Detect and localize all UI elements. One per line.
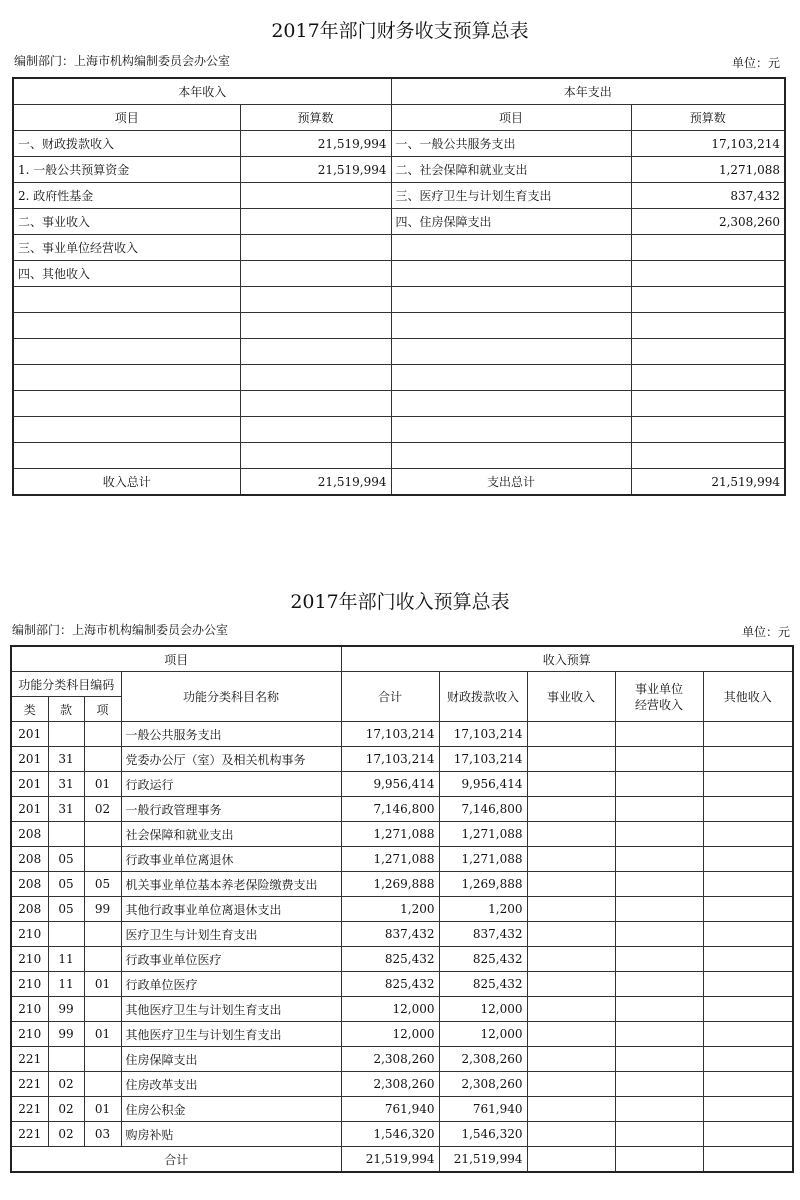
income-header: 本年收入 <box>13 78 391 105</box>
income-amount-cell <box>240 287 391 313</box>
business-amount-cell <box>527 1122 615 1147</box>
table-row <box>11 1097 793 1122</box>
expense-amount-cell <box>631 391 785 417</box>
total-row <box>13 469 785 496</box>
table-row <box>11 772 793 797</box>
table-row <box>13 261 785 287</box>
expense-item-cell <box>391 365 631 391</box>
code-xiang-cell <box>84 1047 121 1072</box>
fiscal-header: 财政拨款收入 <box>439 672 527 722</box>
table-header-row <box>11 646 793 672</box>
code-header: 功能分类科目编码 <box>11 672 121 697</box>
income-item-cell: 一、财政拨款收入 <box>13 131 240 157</box>
code-kuan-cell: 99 <box>48 997 84 1022</box>
subject-name-cell: 其他医疗卫生与计划生育支出 <box>121 997 341 1022</box>
subject-name-cell: 行政事业单位医疗 <box>121 947 341 972</box>
income-amount-cell <box>240 339 391 365</box>
total-amount-cell: 825,432 <box>341 972 439 997</box>
code-xiang-cell <box>84 847 121 872</box>
other-amount-cell <box>703 872 793 897</box>
code-lei-cell: 210 <box>11 947 48 972</box>
table-row <box>13 157 785 183</box>
total-amount-cell: 12,000 <box>341 997 439 1022</box>
unit-label-2: 单位：元 <box>741 625 790 639</box>
expense-item-cell <box>391 443 631 469</box>
expense-amount-cell <box>631 287 785 313</box>
total-amount-cell: 837,432 <box>341 922 439 947</box>
total-amount-cell: 12,000 <box>341 1022 439 1047</box>
expense-amount-cell: 17,103,214 <box>631 131 785 157</box>
income-amount-cell: 21,519,994 <box>240 131 391 157</box>
table-row <box>11 822 793 847</box>
fiscal-amount-cell: 7,146,800 <box>439 797 527 822</box>
business-amount-cell <box>527 922 615 947</box>
table-row <box>11 1047 793 1072</box>
table-row <box>11 997 793 1022</box>
sum-total-value: 21,519,994 <box>341 1147 439 1173</box>
expense-item-cell <box>391 391 631 417</box>
operating-amount-cell <box>615 922 703 947</box>
expense-amount-cell <box>631 235 785 261</box>
income-amount-cell <box>240 235 391 261</box>
business-amount-cell <box>527 747 615 772</box>
code-xiang-cell <box>84 1072 121 1097</box>
code-lei-cell: 221 <box>11 1072 48 1097</box>
operating-amount-cell <box>615 772 703 797</box>
table-row <box>13 417 785 443</box>
total-amount-cell: 17,103,214 <box>341 747 439 772</box>
income-item-cell: 2. 政府性基金 <box>13 183 240 209</box>
income-item-cell <box>13 443 240 469</box>
expense-item-cell <box>391 313 631 339</box>
fiscal-amount-cell: 12,000 <box>439 997 527 1022</box>
expense-item-cell <box>391 339 631 365</box>
subject-name-cell: 行政事业单位离退休 <box>121 847 341 872</box>
code-xiang-cell: 05 <box>84 872 121 897</box>
other-amount-cell <box>703 847 793 872</box>
expense-amount-cell <box>631 261 785 287</box>
page-title-1: 2017年部门财务收支预算总表 <box>271 20 529 42</box>
expense-amount-cell: 1,271,088 <box>631 157 785 183</box>
code-kuan-cell: 05 <box>48 872 84 897</box>
sum-operating-value <box>615 1147 703 1173</box>
business-amount-cell <box>527 1072 615 1097</box>
code-xiang-cell <box>84 947 121 972</box>
table-row <box>11 1022 793 1047</box>
fiscal-amount-cell: 837,432 <box>439 922 527 947</box>
table-row <box>13 183 785 209</box>
income-budget-header: 收入预算 <box>341 646 793 672</box>
income-item-cell: 1. 一般公共预算资金 <box>13 157 240 183</box>
code-kuan-cell: 31 <box>48 747 84 772</box>
subject-name-cell: 行政运行 <box>121 772 341 797</box>
total-amount-cell: 1,200 <box>341 897 439 922</box>
business-amount-cell <box>527 847 615 872</box>
fiscal-amount-cell: 12,000 <box>439 1022 527 1047</box>
fiscal-amount-cell: 1,546,320 <box>439 1122 527 1147</box>
code-xiang-cell: 03 <box>84 1122 121 1147</box>
expense-item-cell <box>391 287 631 313</box>
other-amount-cell <box>703 1122 793 1147</box>
expense-amount-cell: 837,432 <box>631 183 785 209</box>
code-lei-cell: 210 <box>11 972 48 997</box>
other-amount-cell <box>703 997 793 1022</box>
expense-amount-cell <box>631 365 785 391</box>
subject-name-cell: 党委办公厅（室）及相关机构事务 <box>121 747 341 772</box>
income-amount-cell <box>240 365 391 391</box>
table-header-row <box>13 78 785 105</box>
expense-amount-cell <box>631 313 785 339</box>
expense-amount-cell <box>631 443 785 469</box>
business-amount-cell <box>527 1022 615 1047</box>
business-amount-cell <box>527 872 615 897</box>
code-lei-cell: 201 <box>11 722 48 747</box>
business-amount-cell <box>527 822 615 847</box>
other-amount-cell <box>703 1022 793 1047</box>
income-item-header: 项目 <box>13 105 240 131</box>
income-amount-cell <box>240 443 391 469</box>
unit-label-1: 单位：元 <box>731 56 780 70</box>
page-title-2: 2017年部门收入预算总表 <box>290 591 510 613</box>
table-row <box>11 797 793 822</box>
business-amount-cell <box>527 772 615 797</box>
business-amount-cell <box>527 1097 615 1122</box>
code-lei-cell: 210 <box>11 922 48 947</box>
code-lei-cell: 201 <box>11 772 48 797</box>
business-amount-cell <box>527 722 615 747</box>
expense-item-cell: 二、社会保障和就业支出 <box>391 157 631 183</box>
code-xiang-cell: 01 <box>84 772 121 797</box>
business-amount-cell <box>527 797 615 822</box>
income-amount-cell <box>240 391 391 417</box>
income-item-cell <box>13 339 240 365</box>
code-kuan-cell: 99 <box>48 1022 84 1047</box>
code-lei-cell: 221 <box>11 1097 48 1122</box>
code-lei-cell: 208 <box>11 822 48 847</box>
fiscal-amount-cell: 1,269,888 <box>439 872 527 897</box>
other-amount-cell <box>703 822 793 847</box>
subject-name-cell: 购房补贴 <box>121 1122 341 1147</box>
income-total-value: 21,519,994 <box>240 469 391 496</box>
subject-name-cell: 其他行政事业单位离退休支出 <box>121 897 341 922</box>
total-amount-cell: 2,308,260 <box>341 1072 439 1097</box>
business-amount-cell <box>527 947 615 972</box>
income-budget-header: 预算数 <box>240 105 391 131</box>
total-amount-cell: 9,956,414 <box>341 772 439 797</box>
code-kuan-cell: 05 <box>48 847 84 872</box>
income-amount-cell: 21,519,994 <box>240 157 391 183</box>
fiscal-amount-cell: 1,271,088 <box>439 822 527 847</box>
code-lei-cell: 208 <box>11 897 48 922</box>
table-row <box>11 847 793 872</box>
code-xiang-cell: 01 <box>84 1022 121 1047</box>
other-amount-cell <box>703 722 793 747</box>
code-kuan-cell: 02 <box>48 1097 84 1122</box>
expense-amount-cell <box>631 339 785 365</box>
code-xiang-cell: 99 <box>84 897 121 922</box>
subject-name-cell: 住房公积金 <box>121 1097 341 1122</box>
other-amount-cell <box>703 747 793 772</box>
subject-name-cell: 住房保障支出 <box>121 1047 341 1072</box>
operating-amount-cell <box>615 722 703 747</box>
income-item-cell <box>13 417 240 443</box>
other-amount-cell <box>703 947 793 972</box>
code-xiang-cell <box>84 722 121 747</box>
sum-business-value <box>527 1147 615 1173</box>
fiscal-amount-cell: 761,940 <box>439 1097 527 1122</box>
total-amount-cell: 761,940 <box>341 1097 439 1122</box>
income-item-cell <box>13 391 240 417</box>
code-kuan-cell <box>48 922 84 947</box>
expense-item-cell <box>391 417 631 443</box>
other-header: 其他收入 <box>703 672 793 722</box>
table-row <box>13 313 785 339</box>
total-amount-cell: 2,308,260 <box>341 1047 439 1072</box>
fiscal-amount-cell: 9,956,414 <box>439 772 527 797</box>
table-row <box>13 209 785 235</box>
kuan-header: 款 <box>48 697 84 722</box>
income-amount-cell <box>240 417 391 443</box>
income-budget-table <box>10 645 794 1173</box>
table-row <box>13 339 785 365</box>
total-amount-cell: 17,103,214 <box>341 722 439 747</box>
dept-label-1: 编制部门：上海市机构编制委员会办公室 <box>14 54 231 68</box>
code-lei-cell: 208 <box>11 847 48 872</box>
code-xiang-cell <box>84 747 121 772</box>
code-kuan-cell: 31 <box>48 772 84 797</box>
table-row <box>11 972 793 997</box>
table-row <box>13 235 785 261</box>
other-amount-cell <box>703 797 793 822</box>
name-header: 功能分类科目名称 <box>121 672 341 722</box>
subject-name-cell: 社会保障和就业支出 <box>121 822 341 847</box>
fiscal-amount-cell: 1,200 <box>439 897 527 922</box>
operating-amount-cell <box>615 872 703 897</box>
operating-amount-cell <box>615 822 703 847</box>
table-row <box>13 365 785 391</box>
sum-other-value <box>703 1147 793 1173</box>
fiscal-amount-cell: 2,308,260 <box>439 1047 527 1072</box>
code-lei-cell: 210 <box>11 1022 48 1047</box>
operating-amount-cell <box>615 1022 703 1047</box>
expense-item-cell: 一、一般公共服务支出 <box>391 131 631 157</box>
code-xiang-cell: 02 <box>84 797 121 822</box>
item-header: 项目 <box>11 646 341 672</box>
expense-item-cell: 四、住房保障支出 <box>391 209 631 235</box>
other-amount-cell <box>703 897 793 922</box>
total-amount-cell: 825,432 <box>341 947 439 972</box>
table-row <box>11 1122 793 1147</box>
fiscal-amount-cell: 17,103,214 <box>439 747 527 772</box>
code-lei-cell: 201 <box>11 747 48 772</box>
code-kuan-cell: 05 <box>48 897 84 922</box>
table-row <box>11 722 793 747</box>
operating-amount-cell <box>615 947 703 972</box>
subject-name-cell: 其他医疗卫生与计划生育支出 <box>121 1022 341 1047</box>
subject-name-cell: 一般行政管理事务 <box>121 797 341 822</box>
income-amount-cell <box>240 209 391 235</box>
other-amount-cell <box>703 772 793 797</box>
code-lei-cell: 208 <box>11 872 48 897</box>
subject-name-cell: 医疗卫生与计划生育支出 <box>121 922 341 947</box>
business-amount-cell <box>527 972 615 997</box>
income-item-cell: 三、事业单位经营收入 <box>13 235 240 261</box>
table-subheader-row <box>13 105 785 131</box>
table-row <box>11 922 793 947</box>
fiscal-amount-cell: 2,308,260 <box>439 1072 527 1097</box>
business-amount-cell <box>527 1047 615 1072</box>
income-item-cell: 四、其他收入 <box>13 261 240 287</box>
other-amount-cell <box>703 1072 793 1097</box>
operating-amount-cell <box>615 972 703 997</box>
expense-item-cell <box>391 235 631 261</box>
expense-total-value: 21,519,994 <box>631 469 785 496</box>
total-amount-cell: 1,269,888 <box>341 872 439 897</box>
table-row <box>13 391 785 417</box>
total-amount-cell: 7,146,800 <box>341 797 439 822</box>
other-amount-cell <box>703 1047 793 1072</box>
table-row <box>13 287 785 313</box>
code-xiang-cell: 01 <box>84 972 121 997</box>
other-amount-cell <box>703 922 793 947</box>
operating-header: 事业单位 经营收入 <box>615 672 703 722</box>
xiang-header: 项 <box>84 697 121 722</box>
income-item-cell <box>13 287 240 313</box>
fiscal-amount-cell: 825,432 <box>439 947 527 972</box>
subject-name-cell: 行政单位医疗 <box>121 972 341 997</box>
code-xiang-cell: 01 <box>84 1097 121 1122</box>
table-row <box>13 443 785 469</box>
income-amount-cell <box>240 261 391 287</box>
code-lei-cell: 201 <box>11 797 48 822</box>
table-row <box>11 897 793 922</box>
income-item-cell: 二、事业收入 <box>13 209 240 235</box>
table-row <box>11 872 793 897</box>
table-row <box>13 131 785 157</box>
income-amount-cell <box>240 313 391 339</box>
operating-amount-cell <box>615 1047 703 1072</box>
code-xiang-cell <box>84 997 121 1022</box>
income-item-cell <box>13 365 240 391</box>
expense-header: 本年支出 <box>391 78 785 105</box>
sum-fiscal-value: 21,519,994 <box>439 1147 527 1173</box>
income-total-label: 收入总计 <box>13 469 240 496</box>
operating-amount-cell <box>615 1072 703 1097</box>
code-kuan-cell: 11 <box>48 947 84 972</box>
operating-amount-cell <box>615 747 703 772</box>
operating-amount-cell <box>615 997 703 1022</box>
expense-item-header: 项目 <box>391 105 631 131</box>
table-row <box>11 747 793 772</box>
code-kuan-cell: 02 <box>48 1122 84 1147</box>
operating-amount-cell <box>615 1122 703 1147</box>
other-amount-cell <box>703 1097 793 1122</box>
table-row <box>11 1072 793 1097</box>
operating-amount-cell <box>615 797 703 822</box>
expense-item-cell: 三、医疗卫生与计划生育支出 <box>391 183 631 209</box>
code-kuan-cell <box>48 822 84 847</box>
income-amount-cell <box>240 183 391 209</box>
expense-amount-cell <box>631 417 785 443</box>
code-kuan-cell: 11 <box>48 972 84 997</box>
total-amount-cell: 1,271,088 <box>341 822 439 847</box>
subject-name-cell: 一般公共服务支出 <box>121 722 341 747</box>
fiscal-amount-cell: 825,432 <box>439 972 527 997</box>
operating-amount-cell <box>615 1097 703 1122</box>
table-row <box>11 947 793 972</box>
table-header-row <box>11 672 793 697</box>
business-header: 事业收入 <box>527 672 615 722</box>
subject-name-cell: 机关事业单位基本养老保险缴费支出 <box>121 872 341 897</box>
budget-summary-table <box>12 77 786 496</box>
business-amount-cell <box>527 897 615 922</box>
code-kuan-cell <box>48 1047 84 1072</box>
code-lei-cell: 210 <box>11 997 48 1022</box>
other-amount-cell <box>703 972 793 997</box>
income-item-cell <box>13 313 240 339</box>
expense-budget-header: 预算数 <box>631 105 785 131</box>
expense-item-cell <box>391 261 631 287</box>
fiscal-amount-cell: 1,271,088 <box>439 847 527 872</box>
code-xiang-cell <box>84 822 121 847</box>
code-kuan-cell: 31 <box>48 797 84 822</box>
dept-label-2: 编制部门：上海市机构编制委员会办公室 <box>12 623 229 637</box>
total-header: 合计 <box>341 672 439 722</box>
operating-amount-cell <box>615 847 703 872</box>
business-amount-cell <box>527 997 615 1022</box>
total-row <box>11 1147 793 1173</box>
subject-name-cell: 住房改革支出 <box>121 1072 341 1097</box>
expense-amount-cell: 2,308,260 <box>631 209 785 235</box>
code-xiang-cell <box>84 922 121 947</box>
sum-label: 合计 <box>11 1147 341 1173</box>
operating-amount-cell <box>615 897 703 922</box>
code-kuan-cell: 02 <box>48 1072 84 1097</box>
total-amount-cell: 1,271,088 <box>341 847 439 872</box>
fiscal-amount-cell: 17,103,214 <box>439 722 527 747</box>
code-kuan-cell <box>48 722 84 747</box>
code-lei-cell: 221 <box>11 1122 48 1147</box>
lei-header: 类 <box>11 697 48 722</box>
code-lei-cell: 221 <box>11 1047 48 1072</box>
expense-total-label: 支出总计 <box>391 469 631 496</box>
total-amount-cell: 1,546,320 <box>341 1122 439 1147</box>
